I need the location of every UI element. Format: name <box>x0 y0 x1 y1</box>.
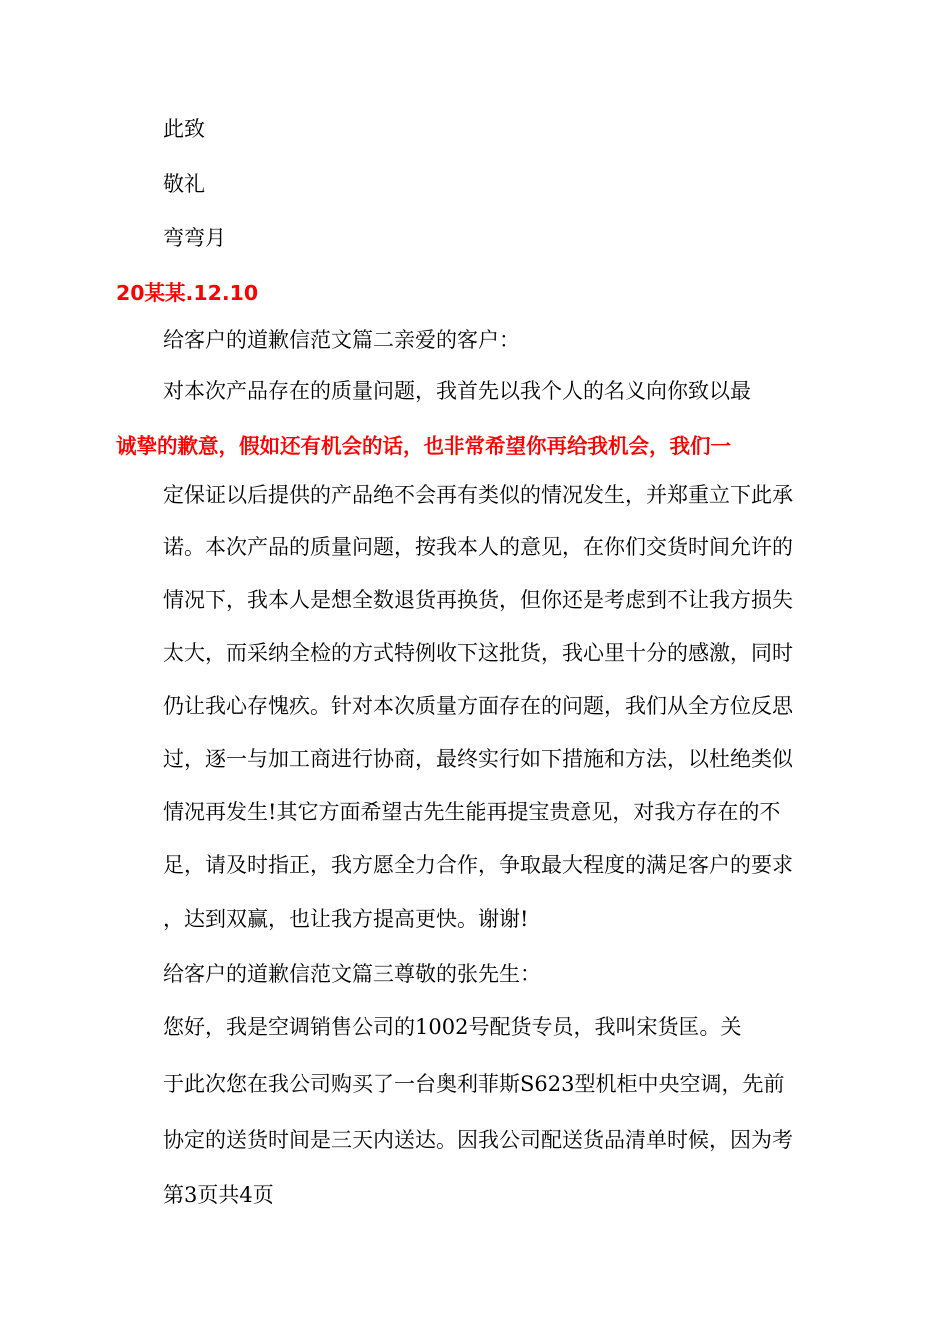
letter2-line: 对本次产品存在的质量问题，我首先以我个人的名义向你致以最 <box>163 379 751 403</box>
closing-jingli: 敬礼 <box>163 172 205 196</box>
letter2-line: 定保证以后提供的产品绝不会再有类似的情况发生，并郑重立下此承 <box>163 483 793 507</box>
letter3-line: 协定的送货时间是三天内送达。因我公司配送货品清单时候，因为考 <box>163 1128 793 1152</box>
signature: 弯弯月 <box>163 226 226 250</box>
letter2-line: 仍让我心存愧疚。针对本次质量方面存在的问题，我们从全方位反思 <box>163 694 793 718</box>
letter2-line: 诺。本次产品的质量问题，按我本人的意见，在你们交货时间允许的 <box>163 535 793 559</box>
letter2-line: 足，请及时指正，我方愿全力合作，争取最大程度的满足客户的要求 <box>163 853 793 877</box>
letter2-line: 情况再发生!其它方面希望古先生能再提宝贵意见，对我方存在的不 <box>163 800 781 824</box>
page-number: 第3页共4页 <box>163 1183 274 1207</box>
letter2-line: 太大，而采纳全检的方式特例收下这批货，我心里十分的感激，同时 <box>163 641 793 665</box>
letter2-line: 过，逐一与加工商进行协商，最终实行如下措施和方法，以杜绝类似 <box>163 747 793 771</box>
letter-date: 20某某.12.10 <box>116 281 259 305</box>
letter2-line: ，达到双赢，也让我方提高更快。谢谢! <box>163 907 529 931</box>
letter3-heading: 给客户的道歉信范文篇三尊敬的张先生： <box>163 962 541 986</box>
letter3-line: 您好，我是空调销售公司的1002号配货专员，我叫宋货匡。关 <box>163 1015 742 1039</box>
closing-zhici: 此致 <box>163 117 205 141</box>
letter3-line: 于此次您在我公司购买了一台奥利菲斯S623型机柜中央空调，先前 <box>163 1072 785 1096</box>
letter2-heading: 给客户的道歉信范文篇二亲爱的客户： <box>163 328 520 352</box>
letter2-line: 情况下，我本人是想全数退货再换货，但你还是考虑到不让我方损失 <box>163 588 793 612</box>
letter2-line-highlight: 诚挚的歉意，假如还有机会的话，也非常希望你再给我机会，我们一 <box>116 434 731 458</box>
